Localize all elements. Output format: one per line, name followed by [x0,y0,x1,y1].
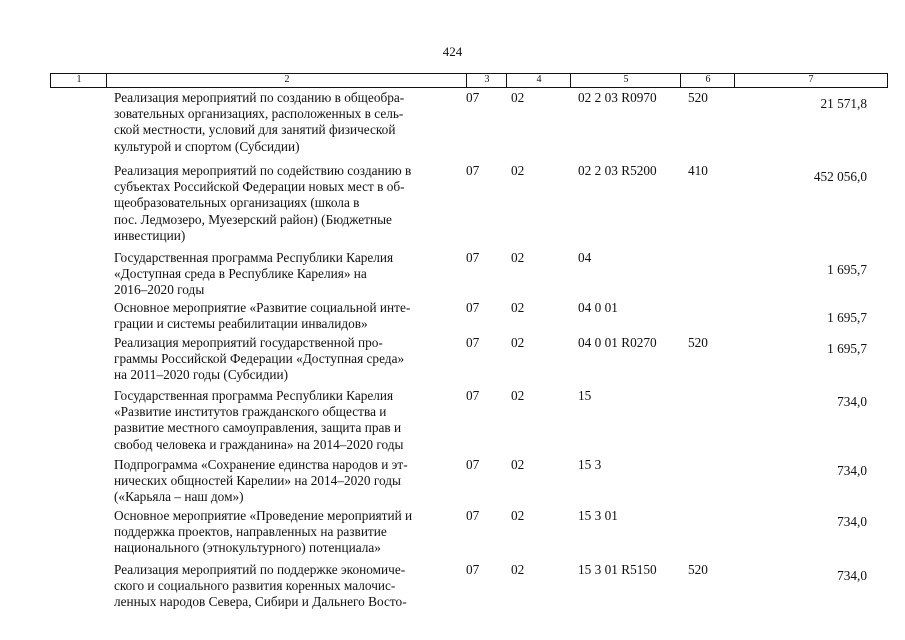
row-description: Реализация мероприятий по содействию созданию в субъектах Российской Федерации новых мест в об- щеобразовательных организациях (школа в пос. Ледмозеро, Муезерский район) (Бюджетные инвестиции) [114,163,412,243]
row-section-code: 07 [466,388,480,403]
row-target-article: 15 3 01 R5150 [578,562,657,577]
header-col-2: 2 [106,74,467,87]
row-subsection-code: 02 [511,388,525,403]
row-section-code: 07 [466,300,480,315]
row-subsection-code: 02 [511,335,525,350]
row-expense-type: 520 [688,90,708,105]
row-subsection-code: 02 [511,508,525,523]
row-expense-type: 520 [688,562,708,577]
header-col-6: 6 [680,74,735,87]
row-description: Основное мероприятие «Проведение мероприятий и поддержка проектов, направленных на развитие национального (этнокультурного) потенциала» [114,508,413,556]
row-amount: 1 695,7 [827,341,867,356]
row-target-article: 02 2 03 R5200 [578,163,657,178]
row-section-code: 07 [466,250,480,265]
header-col-1: 1 [50,74,107,87]
row-target-article: 04 0 01 R0270 [578,335,657,350]
header-col-7: 7 [734,74,888,87]
header-col-4: 4 [506,74,571,87]
row-amount: 1 695,7 [827,310,867,325]
header-col-3: 3 [466,74,507,87]
row-target-article: 04 [578,250,592,265]
row-section-code: 07 [466,457,480,472]
row-section-code: 07 [466,508,480,523]
row-description: Государственная программа Республики Карелия «Доступная среда в Республике Карелия» на 2016–2020 годы [114,250,394,298]
row-target-article: 15 [578,388,592,403]
row-description: Подпрограмма «Сохранение единства народов и эт- нических общностей Карелии» на 2014–2020 годы («Карьяла – наш дом») [114,457,408,505]
row-description: Государственная программа Республики Карелия «Развитие институтов гражданского общества и развитие местного самоуправления, защита прав и свобод человека и гражданина» на 2014–2020 годы [114,388,404,452]
row-amount: 21 571,8 [820,96,867,111]
row-expense-type: 520 [688,335,708,350]
page-number: 424 [442,44,463,59]
row-description: Реализация мероприятий по созданию в общеобра- зовательных организациях, расположенных в сель- ской местности, условий для занятий физической культурой и спортом (Субсидии) [114,90,405,154]
row-target-article: 02 2 03 R0970 [578,90,657,105]
row-section-code: 07 [466,90,480,105]
row-subsection-code: 02 [511,457,525,472]
row-section-code: 07 [466,163,480,178]
row-subsection-code: 02 [511,250,525,265]
row-amount: 734,0 [837,463,867,478]
row-amount: 452 056,0 [813,169,867,184]
row-description: Реализация мероприятий по поддержке экономиче- ского и социального развития коренных малочис- ленных народов Севера, Сибири и Дальнего Восто- [114,562,407,610]
row-section-code: 07 [466,335,480,350]
row-expense-type: 410 [688,163,708,178]
table-header-row [50,73,888,88]
row-target-article: 15 3 01 [578,508,618,523]
row-target-article: 15 3 [578,457,602,472]
row-subsection-code: 02 [511,163,525,178]
row-amount: 734,0 [837,568,867,583]
row-amount: 1 695,7 [827,262,867,277]
row-subsection-code: 02 [511,562,525,577]
row-target-article: 04 0 01 [578,300,618,315]
row-amount: 734,0 [837,514,867,529]
row-description: Основное мероприятие «Развитие социальной инте- грации и системы реабилитации инвалидов» [114,300,411,332]
row-subsection-code: 02 [511,90,525,105]
row-description: Реализация мероприятий государственной про- граммы Российской Федерации «Доступная среда» на 2011–2020 годы (Субсидии) [114,335,405,383]
row-amount: 734,0 [837,394,867,409]
header-col-5: 5 [570,74,681,87]
row-section-code: 07 [466,562,480,577]
row-subsection-code: 02 [511,300,525,315]
